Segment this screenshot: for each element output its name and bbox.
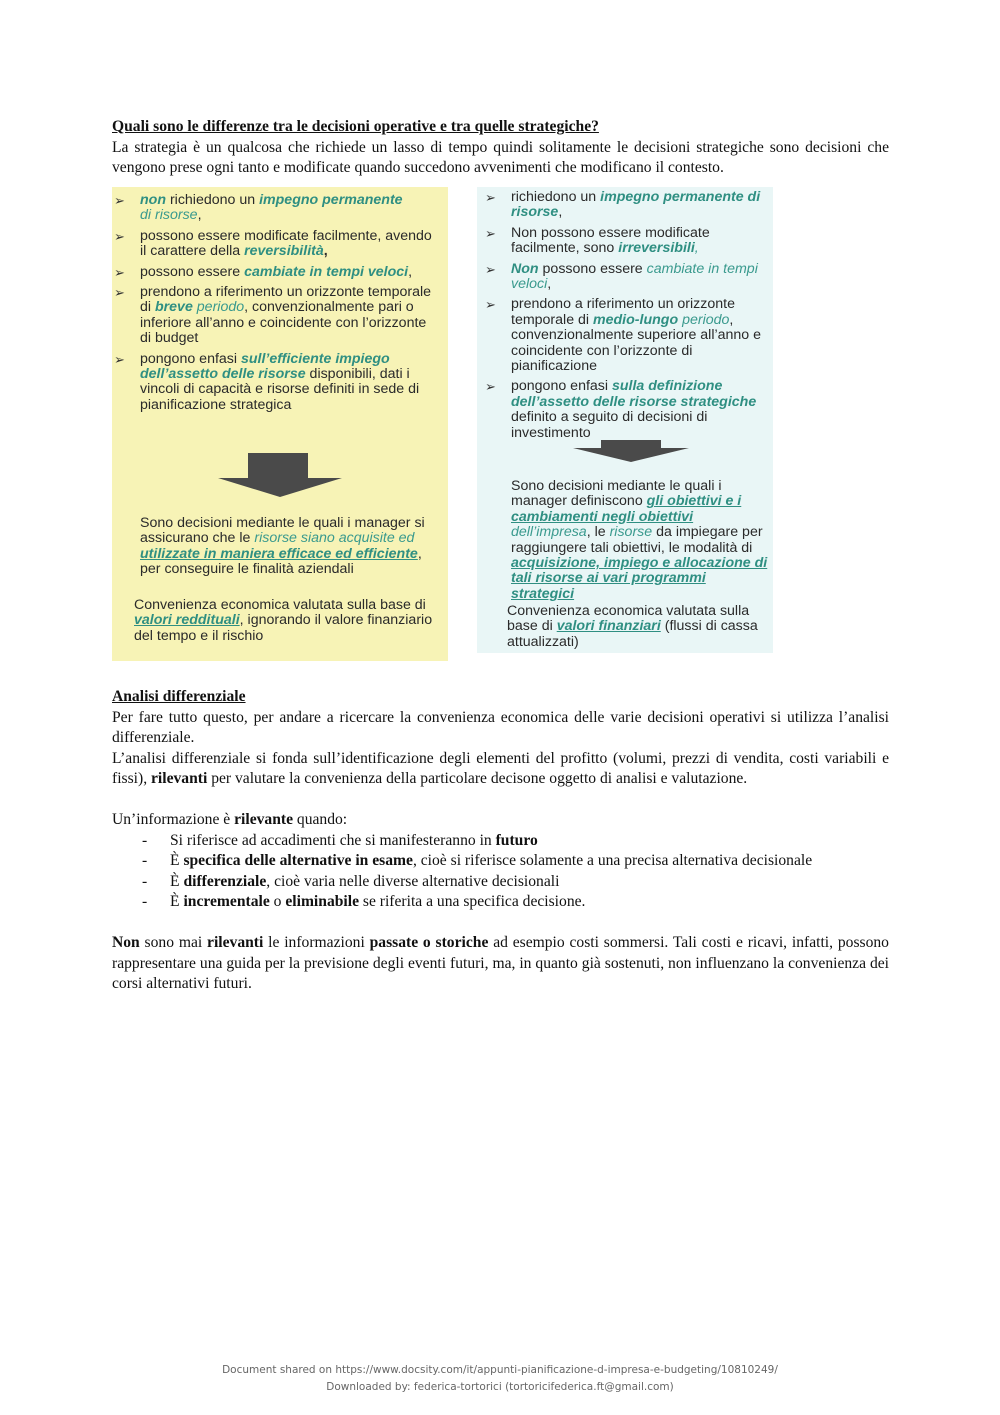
section-1 <box>112 117 889 179</box>
operative-convenience: Convenienza economica valutata sulla base di valori reddituali, ignorando il valore finanziario del tempo e il rischio <box>134 597 433 644</box>
strategic-bullets <box>483 190 767 446</box>
relevance-list <box>112 831 889 913</box>
section-2-title: Analisi differenziale <box>112 688 246 705</box>
list-item: - Si riferisce ad accadimenti che si manifesteranno in futuro <box>142 831 538 849</box>
list-item: ➢ possono essere cambiate in tempi veloci, <box>114 263 413 280</box>
bullet-arrow-icon: ➢ <box>114 264 125 280</box>
bullet-arrow-icon: ➢ <box>485 190 496 205</box>
list-item: ➢ Non possono essere modificate facilmente, sono irreversibili, <box>485 224 710 257</box>
section-1-intro: La strategia è un qualcosa che richiede un lasso di tempo quindi solitamente le decisioni strategiche sono decisioni che vengono prese ogni tanto e modificate quando succedono avvenimenti che modificano il contesto. <box>112 138 889 176</box>
bullet-arrow-icon: ➢ <box>114 228 125 244</box>
strategic-decisions-panel <box>477 187 773 653</box>
bullet-arrow-icon: ➢ <box>114 285 125 301</box>
list-item: ➢ pongono enfasi sull’efficiente impiego dell’assetto delle risorse disponibili, dati i vincoli di capacità e risorse definiti in sede di pianificazione strategica <box>114 350 420 413</box>
strategic-definition: Sono decisioni mediante le quali i manager definiscono gli obiettivi e i cambiamenti negli obiettivi dell’impresa, le risorse da impiegare per raggiungere tali obiettivi, le modalità di acquisizione, impiego e allocazione di tali risorse ai vari programmi strategici <box>511 478 768 602</box>
down-arrow-icon <box>573 440 689 462</box>
list-item: ➢ richiedono un impegno permanente di risorse, <box>485 189 761 221</box>
operative-definition: Sono decisioni mediante le quali i manager si assicurano che le risorse siano acquisite ed utilizzate in maniera efficace ed efficiente, per conseguire le finalità aziendali <box>140 515 425 578</box>
section-2-paragraph-3: Un’informazione è rilevante quando: <box>112 811 348 828</box>
list-item: ➢ possono essere modificate facilmente, avendo il carattere della reversibilità, <box>114 227 432 260</box>
list-item: ➢ pongono enfasi sulla definizione dell’assetto delle risorse strategiche definito a seguito di decisioni di investimento <box>485 378 757 441</box>
section-1-title: Quali sono le differenze tra le decisioni operative e tra quelle strategiche? <box>112 118 599 135</box>
section-2-paragraph-2: L’analisi differenziale si fonda sull’identificazione degli elementi del profitto (volumi, prezzi di vendita, costi variabili e fissi), rilevanti per valutare la convenienza della particolare decisone oggetto di analisi e valutazione. <box>112 749 889 787</box>
section-2 <box>112 687 889 995</box>
bullet-arrow-icon: ➢ <box>485 379 496 395</box>
footer-shared-link[interactable]: Document shared on https://www.docsity.com/it/appunti-pianificazione-d-impresa-e-budgeting/10810249/ <box>222 1364 778 1376</box>
bullet-arrow-icon: ➢ <box>114 193 125 208</box>
list-item: ➢ prendono a riferimento un orizzonte temporale di breve periodo, convenzionalmente pari o inferiore all’anno e coincidente con l’orizzonte di budget <box>114 284 432 347</box>
bullet-arrow-icon: ➢ <box>485 297 496 313</box>
bullet-arrow-icon: ➢ <box>485 225 496 241</box>
bullet-arrow-icon: ➢ <box>114 351 125 367</box>
section-2-paragraph-1: Per fare tutto questo, per andare a ricercare la convenienza economica delle varie decisioni operativi si utilizza l’analisi differenziale. <box>112 708 889 746</box>
list-item: - È incrementale o eliminabile se riferita a una specifica decisione. <box>142 893 586 910</box>
list-item: ➢ prendono a riferimento un orizzonte temporale di medio-lungo periodo, convenzionalmente superiore all’anno e coincidente con l’orizzonte di pianificazione <box>485 296 762 375</box>
list-item: - È specifica delle alternative in esame, cioè si riferisce solamente a una precisa alternativa decisionale <box>142 852 813 869</box>
strategic-convenience: Convenienza economica valutata sulla base di valori finanziari (flussi di cassa attualizzati) <box>507 603 758 650</box>
list-item: - È differenziale, cioè varia nelle diverse alternative decisionali <box>142 872 560 890</box>
bullet-arrow-icon: ➢ <box>485 261 496 277</box>
footer-downloaded-by: Downloaded by: federica-tortorici (tortoricifederica.ft@gmail.com) <box>326 1381 674 1393</box>
list-item: ➢ non richiedono un impegno permanente di risorse, <box>114 192 403 224</box>
down-arrow-icon <box>218 453 342 497</box>
list-item: ➢ Non possono essere cambiate in tempi veloci, <box>485 260 758 293</box>
operative-bullets <box>112 193 440 418</box>
operative-decisions-panel <box>112 187 448 661</box>
section-2-paragraph-4: Non sono mai rilevanti le informazioni passate o storiche ad esempio costi sommersi. Tali costi e ricavi, infatti, possono rappresentare una guida per la previsione degli eventi futuri, ma, in quanto già sostenuti, non influenzano la convenienza dei corsi alternativi futuri. <box>112 934 889 992</box>
